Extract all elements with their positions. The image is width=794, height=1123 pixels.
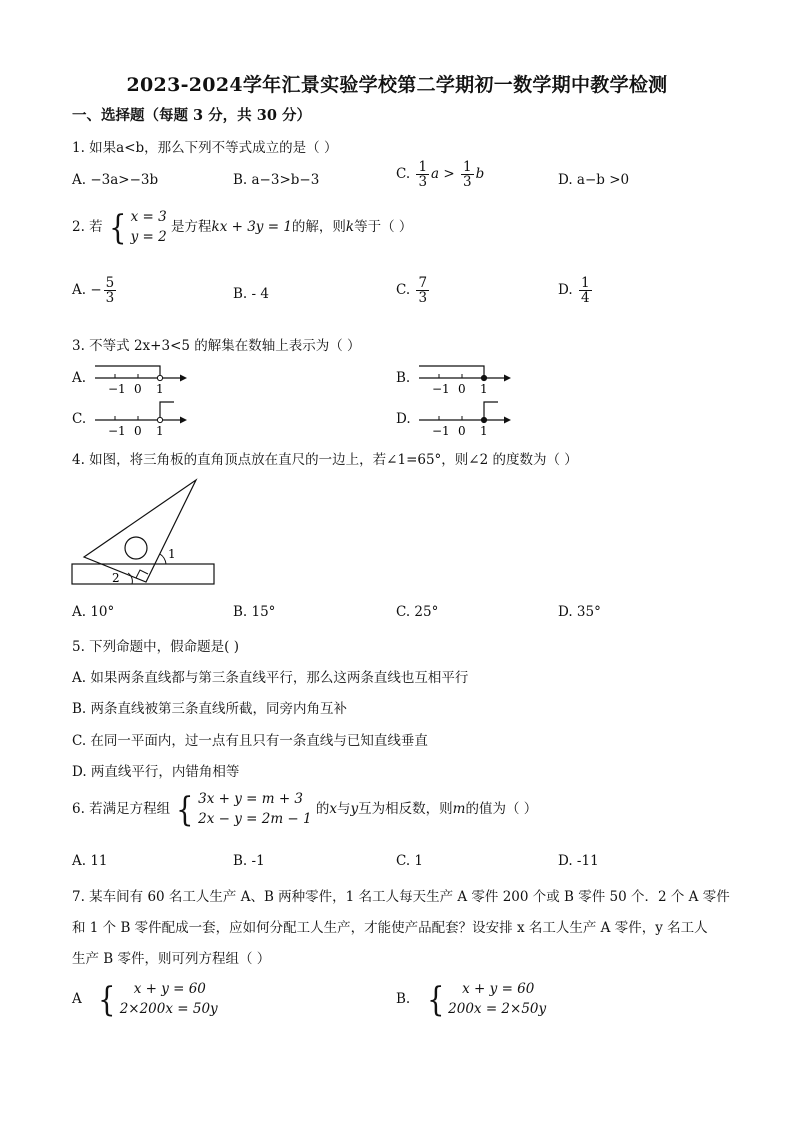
var-a: a [431,166,440,183]
q6-option-d[interactable]: D. -11 [558,853,599,869]
number-line-a [90,358,190,396]
var-x: x [329,801,338,818]
tick-label: −1 [432,424,450,438]
question-7-line-1: 7. 某车间有 60 名工人生产 A、B 两种零件，1 名工人每天生产 A 零件 200 个或 B 零件 50 个．2 个 A 零件 [72,889,730,905]
number-line-d [414,398,514,438]
fraction [416,160,429,189]
numerator: 1 [580,275,590,291]
q6-option-c[interactable]: C. 1 [396,853,424,869]
q4-option-a[interactable]: A. 10° [72,604,115,620]
numerator: 5 [105,275,115,291]
q1-option-c[interactable] [396,160,484,189]
q3-option-b-label[interactable]: B. [396,370,411,386]
q7-option-a-label: A [72,991,82,1008]
q7-option-b-label: B. [396,991,411,1008]
triangle [84,480,196,582]
angle-1-arc [160,554,166,564]
q6-text: 的值为（ ） [465,801,538,818]
system-row-2: 2×200x = 50y [119,1000,218,1017]
page-title: 2023-2024学年汇景实验学校第二学期初一数学期中教学检测 [126,74,668,96]
system-row-1: x + y = 60 [462,981,535,997]
fraction [579,276,592,305]
q2-equation: kx + 3y = 1 [211,219,292,236]
q6-text: 的 [315,801,330,818]
fraction [416,276,429,305]
q2-text: 的解，则 [291,219,346,236]
tick-label: 0 [458,382,466,396]
numerator: 1 [418,159,428,175]
var-m: m [452,801,466,818]
question-3-stem: 3. 不等式 2x+3<5 的解集在数轴上表示为（ ） [72,338,361,354]
question-4-stem: 4. 如图，将三角板的直角顶点放在直尺的一边上，若∠1=65°，则∠2 的度数为（ ） [72,452,578,468]
equation-system [174,790,311,829]
equation-system [96,980,218,1019]
number-line-c [90,398,190,438]
system-row-2: 200x = 2×50y [448,1000,547,1017]
tick-label: 0 [134,382,142,396]
greater-than: > [443,166,455,183]
q6-option-a[interactable]: A. 11 [72,853,108,869]
q1-option-b[interactable]: B. a−3>b−3 [233,172,320,188]
q5-option-c[interactable]: C. 在同一平面内，过一点有且只有一条直线与已知直线垂直 [72,733,428,749]
q4-option-d[interactable]: D. 35° [558,604,601,620]
q1-option-a[interactable]: A. −3a>−3b [72,172,159,188]
denominator: 3 [463,174,472,191]
brace-icon: { [109,207,127,248]
tick-label: −1 [432,382,450,396]
system-row-1: x = 3 [130,209,167,225]
brace-icon: { [426,979,444,1020]
brace-icon: { [98,979,116,1020]
numerator: 1 [463,159,472,175]
q2-text: 等于（ ） [354,219,413,236]
system-row-1: x + y = 60 [133,981,206,997]
q2-option-d[interactable] [558,276,594,305]
question-7-line-2: 和 1 个 B 零件配成一套，应如何分配工人生产，才能使产品配套？设安排 x 名工人生产 A 零件，y 名工人 [72,920,708,936]
q3-option-d-label[interactable]: D. [396,411,411,427]
q3-option-c-label[interactable]: C. [72,411,87,427]
q2-option-a[interactable] [72,276,118,305]
q2-option-c[interactable] [396,276,431,305]
q6-option-b[interactable]: B. -1 [233,853,265,869]
system-row-1: 3x + y = m + 3 [198,791,304,807]
number-line-b [414,358,514,396]
q4-option-b[interactable]: B. 15° [233,604,276,620]
brace-icon: { [176,789,194,830]
q3-option-a-label[interactable]: A. [72,370,87,386]
q6-text: 与 [337,801,351,818]
q2-prefix: 2. 若 [72,219,103,236]
var-b: b [475,166,485,183]
question-7-line-3: 生产 B 零件，则可列方程组（ ） [72,951,271,967]
section-heading: 一、选择题（每题 3 分，共 30 分） [72,107,311,124]
question-2-stem [72,208,412,247]
q7-option-b[interactable] [396,980,546,1019]
triangle-ruler-figure [70,474,220,588]
fraction [104,276,117,305]
q4-option-c[interactable]: C. 25° [396,604,439,620]
triangle-hole [125,537,147,559]
question-1-stem: 1. 如果a<b，那么下列不等式成立的是（ ） [72,140,338,156]
system-row-2: y = 2 [130,228,167,245]
q5-option-a[interactable]: A. 如果两条直线都与第三条直线平行，那么这两条直线也互相平行 [72,670,469,686]
denominator: 3 [418,290,428,307]
tick-label: −1 [108,424,126,438]
tick-label: 0 [134,424,142,438]
q5-option-b[interactable]: B. 两条直线被第三条直线所截，同旁内角互补 [72,701,348,717]
var-y: y [350,801,359,818]
tick-label: −1 [108,382,126,396]
q2-option-a-label: A. [72,282,87,299]
fraction [461,160,474,189]
question-6-stem [72,790,537,829]
q5-option-d[interactable]: D. 两直线平行，内错角相等 [72,764,240,780]
question-5-stem: 5. 下列命题中，假命题是( ) [72,639,239,655]
tick-label: 1 [156,382,164,396]
q7-option-a[interactable] [72,980,218,1019]
q6-text: 互为相反数，则 [358,801,453,818]
q2-option-d-label: D. [558,282,573,299]
q1-option-d[interactable]: D. a−b >0 [558,172,630,188]
q2-option-b[interactable]: B. - 4 [233,286,269,302]
q2-option-c-label: C. [396,282,411,299]
var-k: k [345,219,355,236]
minus-sign: − [90,282,102,299]
denominator: 3 [105,290,115,307]
q6-prefix: 6. 若满足方程组 [72,801,171,818]
tick-label: 0 [458,424,466,438]
tick-label: 1 [480,382,488,396]
q2-text: 是方程 [171,219,212,236]
q1-option-c-label: C. [396,166,411,183]
numerator: 7 [418,275,428,291]
tick-label: 1 [480,424,488,438]
denominator: 4 [580,290,590,307]
system-row-2: 2x − y = 2m − 1 [198,810,312,827]
tick-label: 1 [156,424,164,438]
equation-system [107,208,167,247]
angle-label-2: 2 [112,571,120,585]
angle-label-1: 1 [168,547,176,561]
denominator: 3 [418,174,428,191]
equation-system [425,980,547,1019]
